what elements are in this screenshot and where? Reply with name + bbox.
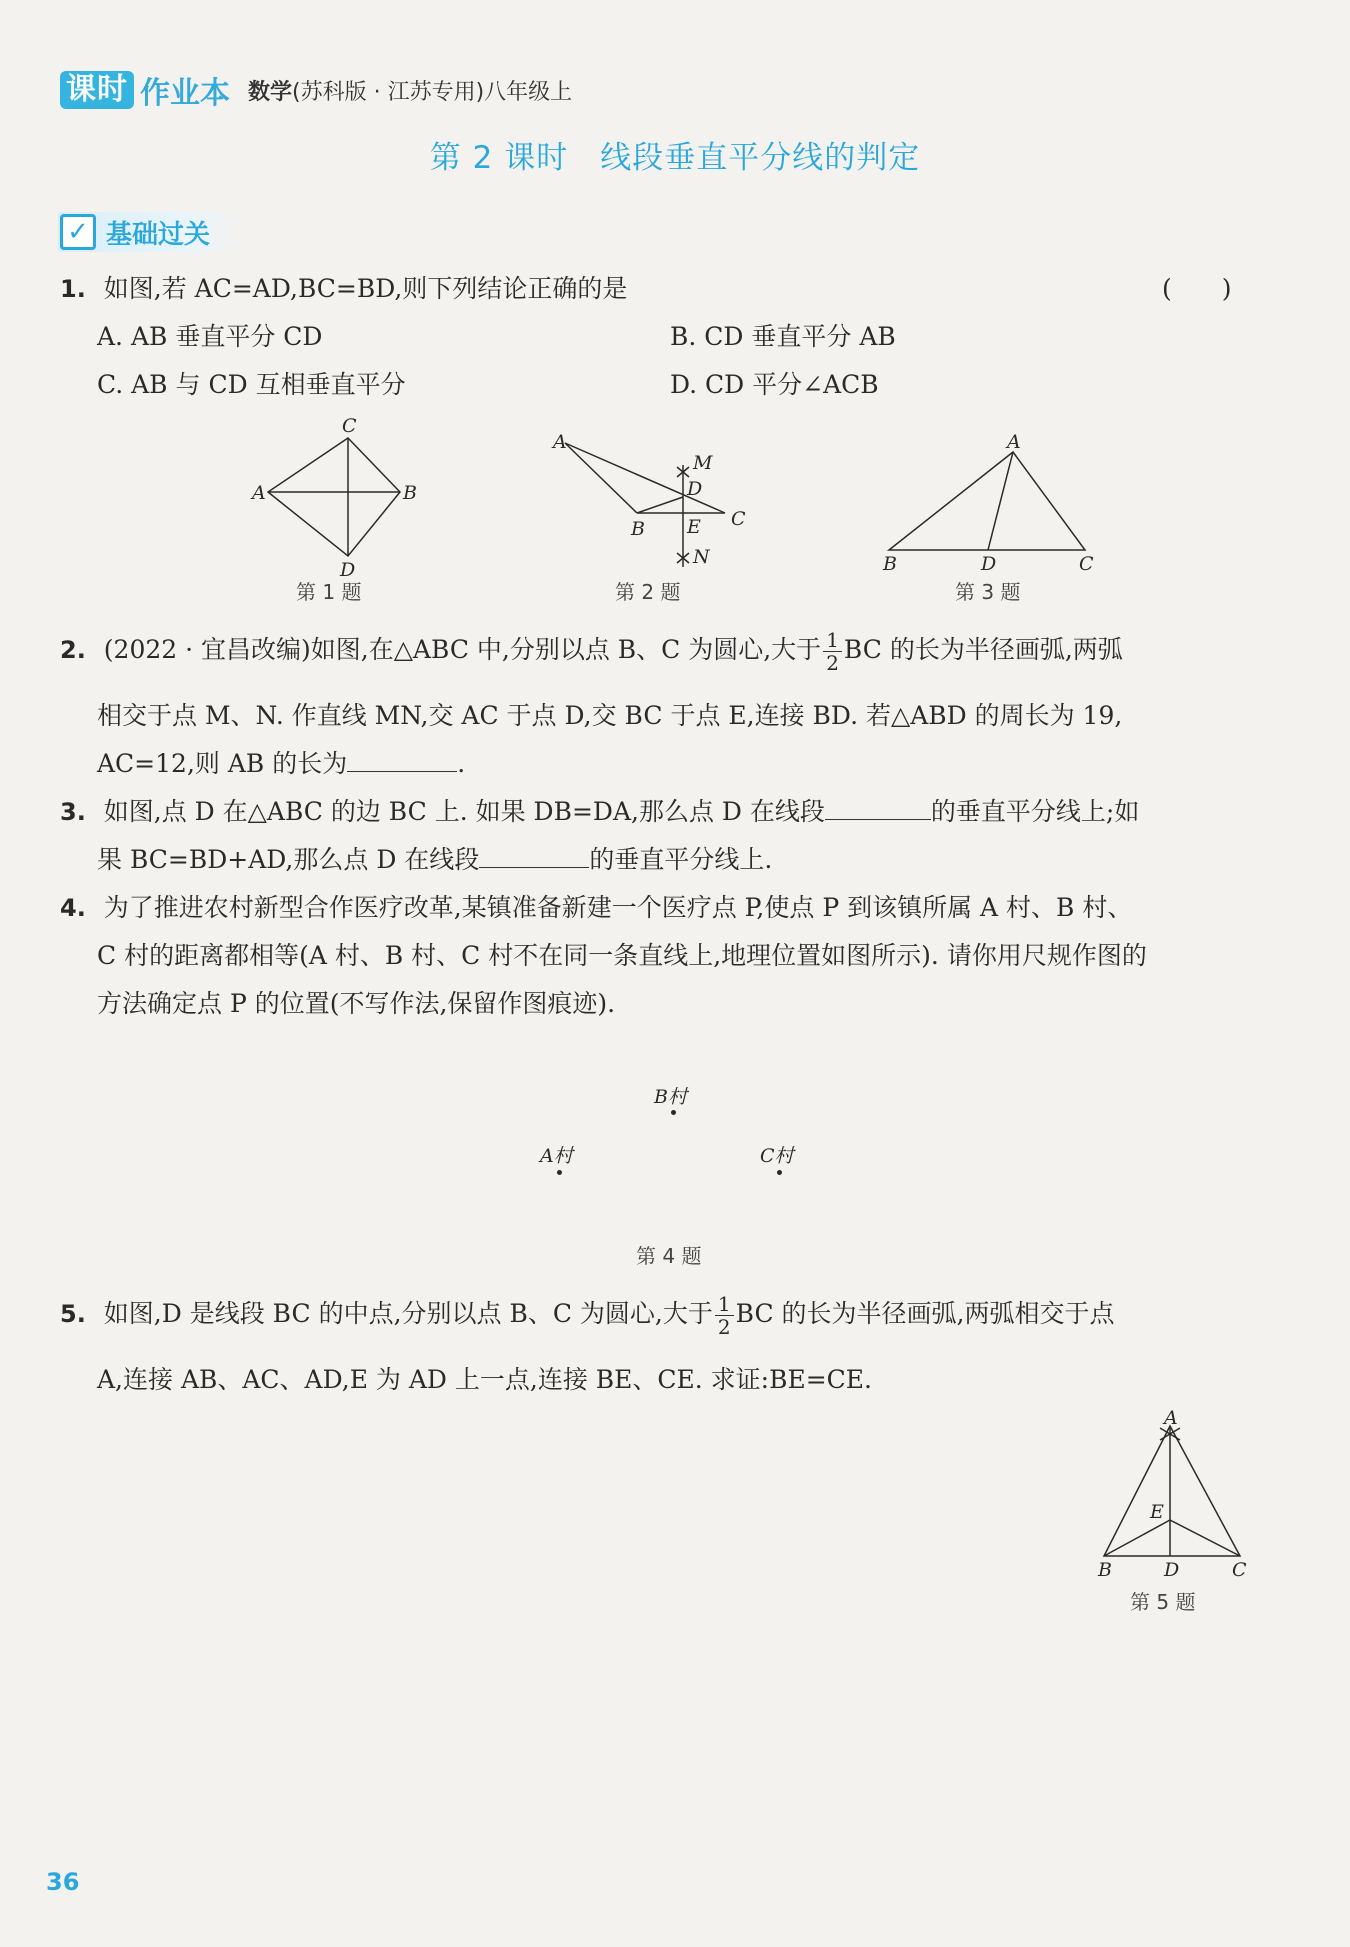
book-info <box>248 75 572 106</box>
option-d: D. CD 平分∠ACB <box>670 370 879 399</box>
question-number: 1. <box>60 275 86 303</box>
village-a-label: A村 <box>540 1145 573 1167</box>
question-1 <box>60 265 627 313</box>
question-2-line2: 相交于点 M、N. 作直线 MN,交 AC 于点 D,交 BC 于点 E,连接 BD. 若△ABD 的周长为 19, <box>97 701 1123 730</box>
question-number: 4. <box>60 894 86 922</box>
fraction-half: $\frac{1}{2}$ <box>823 629 842 674</box>
question-3-line2: 果 BC=BD+AD,那么点 D 在线段 的垂直平分线上. <box>97 836 772 883</box>
option-a: A. AB 垂直平分 CD <box>97 322 323 351</box>
label-a: A <box>1164 1410 1178 1429</box>
label-e: E <box>1150 1501 1164 1523</box>
label-e: E <box>687 516 701 538</box>
subject: 数学 <box>248 79 293 105</box>
label-c: C <box>731 508 746 530</box>
page-number: 36 <box>46 1868 80 1896</box>
question-5: 5. 如图,D 是线段 BC 的中点,分别以点 B、C 为圆心,大于 $\frac{1}{2}$ BC 的长为半径画弧,两弧相交于点 <box>60 1292 1115 1339</box>
label-b: B <box>631 518 645 540</box>
fraction-half: $\frac{1}{2}$ <box>715 1293 734 1338</box>
caption-fig3: 第 3 题 <box>955 580 1021 604</box>
label-b: B <box>883 553 897 575</box>
label-n: N <box>693 546 710 568</box>
caption-fig2: 第 2 题 <box>615 580 681 604</box>
header <box>60 70 572 110</box>
answer-blank[interactable] <box>347 743 457 772</box>
label-a: A <box>1007 431 1021 453</box>
village-a-dot <box>557 1170 562 1175</box>
label-d: D <box>340 559 356 580</box>
answer-blank[interactable] <box>825 791 931 820</box>
question-text-1: (2022 · 宜昌改编)如图,在△ABC 中,分别以点 B、C 为圆心,大于 <box>103 635 822 664</box>
question-2 <box>60 626 1123 674</box>
label-b: B <box>403 482 417 504</box>
question-number: 3. <box>60 798 86 826</box>
label-a: A <box>252 482 266 504</box>
section-header <box>58 212 240 252</box>
question-number: 5. <box>60 1300 86 1328</box>
question-3: 3. 如图,点 D 在△ABC 的边 BC 上. 如果 DB=DA,那么点 D 在线段 的垂直平分线上;如 <box>60 788 1139 836</box>
answer-blank[interactable] <box>479 839 589 868</box>
caption-fig1: 第 1 题 <box>296 580 362 604</box>
label-d: D <box>1164 1559 1180 1580</box>
lesson-title: 第 2 课时 线段垂直平分线的判定 <box>429 140 921 176</box>
question-4-line2: C 村的距离都相等(A 村、B 村、C 村不在同一条直线上,地理位置如图所示). 请你用尺规作图的 <box>97 941 1147 970</box>
label-c: C <box>342 415 357 437</box>
option-b: B. CD 垂直平分 AB <box>670 322 896 351</box>
figure-3 <box>875 430 1095 580</box>
question-4-line3: 方法确定点 P 的位置(不写作法,保留作图痕迹). <box>97 989 616 1018</box>
figure-2 <box>545 425 765 580</box>
label-c: C <box>1079 553 1094 575</box>
figure-1 <box>240 410 430 580</box>
label-d: D <box>687 478 703 500</box>
logo-box: 课时 <box>60 71 134 109</box>
caption-fig5: 第 5 题 <box>1130 1590 1196 1614</box>
option-c: C. AB 与 CD 互相垂直平分 <box>97 370 406 399</box>
figure-5 <box>1090 1410 1260 1580</box>
village-b-label: B村 <box>654 1086 687 1108</box>
question-5-line2: A,连接 AB、AC、AD,E 为 AD 上一点,连接 BE、CE. 求证:BE=CE. <box>97 1365 873 1394</box>
edition: (苏科版 · 江苏专用)八年级上 <box>292 79 573 105</box>
section-title: 基础过关 <box>106 219 211 250</box>
village-b-dot <box>671 1110 676 1115</box>
label-c: C <box>1232 1559 1247 1580</box>
question-text-2: BC 的长为半径画弧,两弧 <box>843 635 1123 664</box>
question-number: 2. <box>60 636 86 664</box>
question-4: 4. 为了推进农村新型合作医疗改革,某镇准备新建一个医疗点 P,使点 P 到该镇所属 A 村、B 村、 <box>60 893 1133 922</box>
logo-text: 作业本 <box>140 76 230 111</box>
label-a: A <box>553 431 567 453</box>
question-text: 如图,若 AC=AD,BC=BD,则下列结论正确的是 <box>103 274 628 303</box>
question-2-line3: AC=12,则 AB 的长为 . <box>97 740 465 787</box>
village-c-dot <box>777 1170 782 1175</box>
check-icon: ✓ <box>60 214 96 250</box>
label-d: D <box>981 553 997 575</box>
label-m: M <box>693 452 713 474</box>
label-b: B <box>1098 1559 1112 1580</box>
village-c-label: C村 <box>760 1145 794 1167</box>
caption-fig4: 第 4 题 <box>636 1244 702 1268</box>
answer-paren: ( ) <box>1162 274 1232 303</box>
